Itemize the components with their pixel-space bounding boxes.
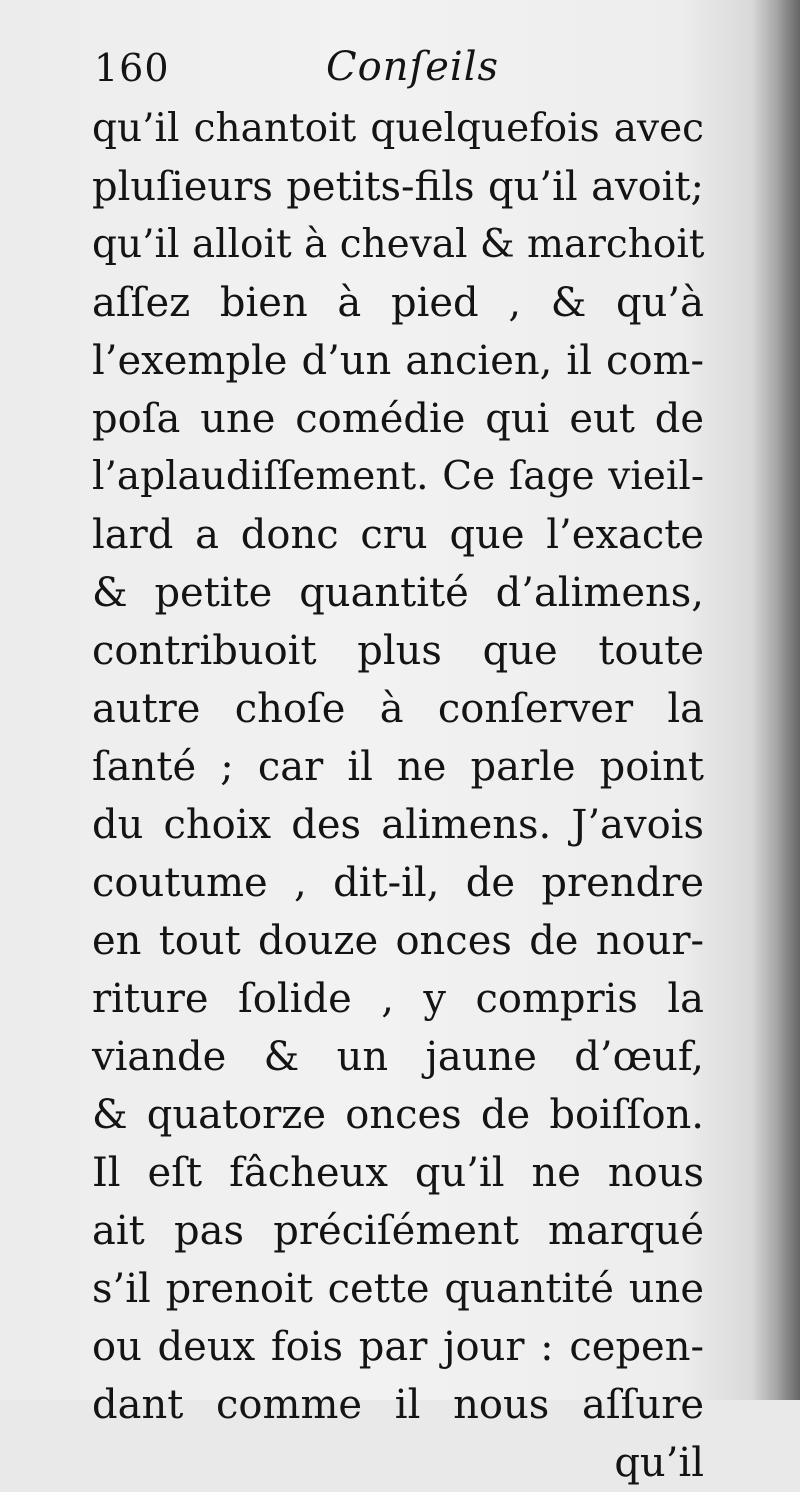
text-line: ſanté ; car il ne parle point	[92, 744, 704, 790]
text-line: lard a donc cru que l’exacte	[92, 512, 704, 558]
text-line: viande & un jaune d’œuf,	[92, 1034, 704, 1080]
text-line: coutume , dit-il, de prendre	[92, 860, 704, 906]
text-line: & petite quantité d’alimens,	[92, 570, 704, 616]
text-line: pluſieurs petits-fils qu’il avoit;	[92, 164, 704, 210]
text-line: l’exemple d’un ancien, il com-	[92, 338, 704, 384]
text-line: riture ſolide , y compris la	[92, 976, 704, 1022]
text-line: du choix des alimens. J’avois	[92, 802, 704, 848]
body-text	[92, 100, 704, 1492]
text-line: ou deux fois par jour : cepen-	[92, 1324, 704, 1370]
text-line: ait pas préciſément marqué	[92, 1208, 704, 1254]
catchword: qu’il	[614, 1440, 704, 1486]
text-line: s’il prenoit cette quantité une	[92, 1266, 704, 1312]
text-line: Il eſt fâcheux qu’il ne nous	[92, 1150, 704, 1196]
page-header	[92, 44, 704, 104]
text-line: qu’il chantoit quelquefois avec	[92, 106, 704, 151]
page-number: 160	[94, 46, 170, 90]
text-line: en tout douze onces de nour-	[92, 918, 704, 964]
text-line: dant comme il nous aſſure	[92, 1382, 704, 1428]
text-line: poſa une comédie qui eut de	[92, 396, 704, 442]
spine-shadow	[752, 0, 800, 1400]
text-line: autre choſe à conſerver la	[92, 686, 704, 732]
running-title: Conſeils	[326, 44, 500, 90]
text-line: & quatorze onces de boiſſon.	[92, 1092, 704, 1138]
text-line: contribuoit plus que toute	[92, 628, 704, 674]
text-line: qu’il alloit à cheval & marchoit	[92, 222, 705, 267]
text-line: l’aplaudiſſement. Ce ſage vieil-	[92, 454, 704, 499]
text-line: aſſez bien à pied , & qu’à	[92, 280, 704, 326]
